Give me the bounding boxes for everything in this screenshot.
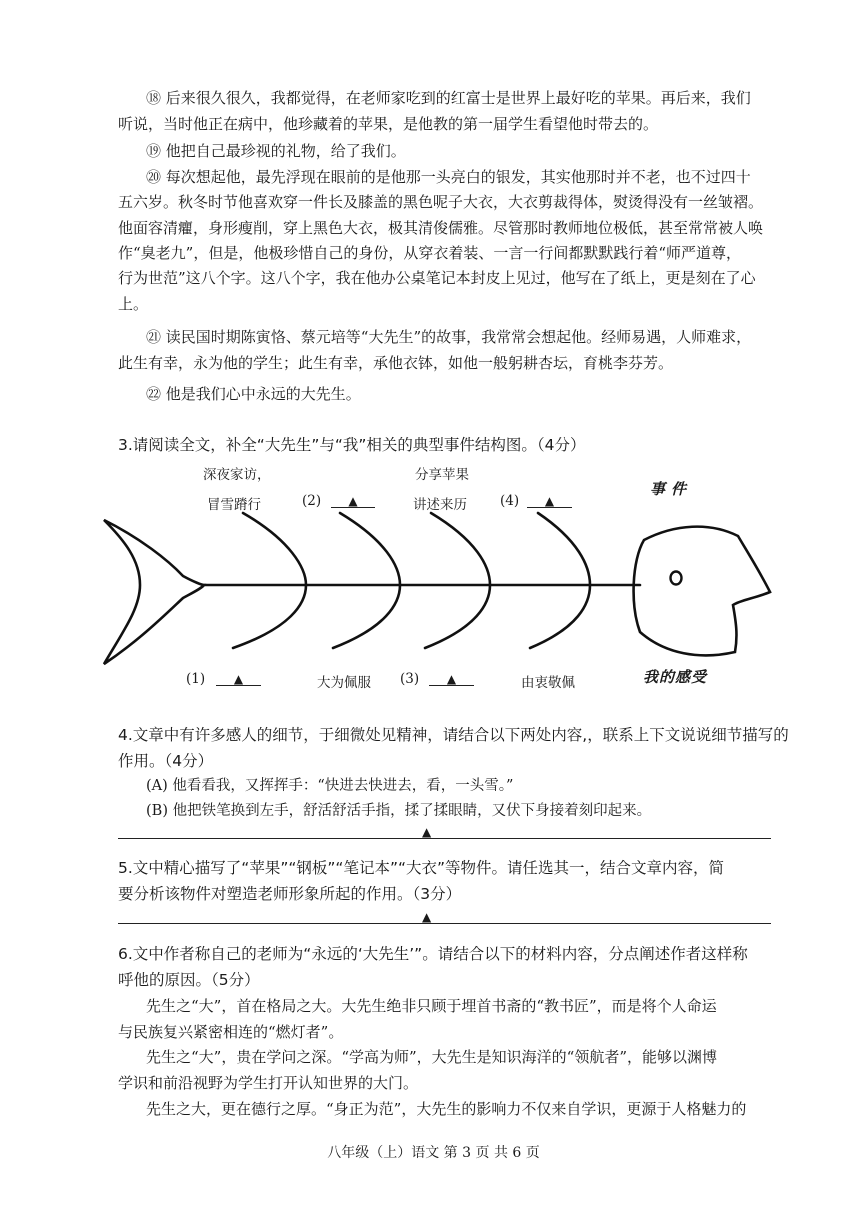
p18-line-1: ⑱ 后来很久很久，我都觉得，在老师家吃到的红富士是世界上最好吃的苹果。再后来，我们 bbox=[146, 89, 751, 107]
q6-prompt-line-1: 6.文中作者称自己的老师为“永远的‘大先生’”。请结合以下的材料内容，分点阐述作者这样称 bbox=[118, 945, 748, 963]
q3-prompt: 3.请阅读全文，补全“大先生”与“我”相关的典型事件结构图。（4分） bbox=[118, 436, 586, 454]
p19-line-1: ⑲ 他把自己最珍视的礼物，给了我们。 bbox=[146, 142, 406, 160]
p20-line-3: 他面容清癯，身形瘦削，穿上黑色大衣，极其清俊儒雅。尽管那时教师地位极低，甚至常常被人唤 bbox=[118, 219, 764, 237]
top-label-1a: 深夜家访， bbox=[203, 467, 271, 483]
q4-prompt-line-2: 作用。（4分） bbox=[118, 752, 214, 770]
q6-material-line-4: 学识和前沿视野为学生打开认知世界的大门。 bbox=[118, 1074, 419, 1092]
fish-tail bbox=[104, 520, 204, 664]
q5-prompt-line-2: 要分析该物件对塑造老师形象所起的作用。（3分） bbox=[118, 885, 462, 903]
p20-line-5: 行为世范”这八个字。这八个字，我在他办公桌笔记本封皮上见过，他写在了纸上，更是刻在了心 bbox=[118, 269, 756, 287]
q4-prompt-line-1: 4.文章中有许多感人的细节，于细微处见精神，请结合以下两处内容,，联系上下文说说细节描写的 bbox=[118, 726, 789, 744]
p20-line-2: 五六岁。秋冬时节他喜欢穿一件长及膝盖的黑色呢子大衣，大衣剪裁得体，熨烫得没有一丝皱褶。 bbox=[118, 193, 764, 211]
q6-material-line-5: 先生之大，更在德行之厚。“身正为范”，大先生的影响力不仅来自学识，更源于人格魅力的 bbox=[146, 1100, 747, 1118]
p21-line-1: ㉑ 读民国时期陈寅恪、蔡元培等“大先生”的故事，我常常会想起他。经师易遇，人师难求， bbox=[146, 328, 752, 346]
fish-head bbox=[634, 527, 770, 656]
bottom-blank-3-label: (3) bbox=[400, 671, 420, 687]
q4-answer-line[interactable] bbox=[118, 838, 771, 839]
p21-line-2: 此生有幸，永为他的学生；此生有幸，承他衣钵，如他一般躬耕杏坛，育桃李芬芳。 bbox=[118, 354, 674, 372]
q4-answer-mark: ▲ bbox=[422, 825, 432, 839]
top-blank-4[interactable]: ▲ bbox=[527, 495, 572, 508]
q5-prompt-line-1: 5.文中精心描写了“苹果”“钢板”“笔记本”“大衣”等物件。请任选其一，结合文章内容，简 bbox=[118, 859, 725, 877]
fish-eye bbox=[671, 572, 682, 585]
feelings-label: 我的感受 bbox=[643, 668, 708, 686]
fish-rib-1 bbox=[233, 513, 306, 648]
fish-rib-2 bbox=[333, 513, 400, 648]
fish-rib-4 bbox=[530, 513, 590, 648]
top-blank-4-label: (4) bbox=[500, 493, 520, 509]
q4-option-a: (A) 他看看我，又挥挥手：“快进去快进去，看，一头雪。” bbox=[146, 778, 514, 794]
top-label-3b: 讲述来历 bbox=[413, 497, 467, 513]
page-footer: 八年级（上）语文 第 3 页 共 6 页 bbox=[327, 1145, 540, 1161]
q6-material-line-3: 先生之“大”，贵在学问之深。“学高为师”，大先生是知识海洋的“领航者”，能够以渊博 bbox=[146, 1048, 718, 1066]
bottom-blank-3[interactable]: ▲ bbox=[429, 673, 474, 686]
bottom-label-2: 大为佩服 bbox=[317, 675, 371, 691]
top-blank-2[interactable]: ▲ bbox=[331, 495, 375, 508]
p20-line-4: 作“臭老九”，但是，他极珍惜自己的身份，从穿衣着装、一言一行间都默默践行着“师严道尊， bbox=[118, 244, 742, 262]
events-label: 事件 bbox=[650, 480, 693, 498]
q6-material-line-2: 与民族复兴紧密相连的“燃灯者”。 bbox=[118, 1023, 344, 1041]
p22-line-1: ㉒ 他是我们心中永远的大先生。 bbox=[146, 385, 361, 403]
top-label-3a: 分享苹果 bbox=[415, 467, 469, 483]
q5-answer-line[interactable] bbox=[118, 923, 771, 924]
fish-rib-3 bbox=[425, 513, 490, 648]
top-blank-2-label: (2) bbox=[302, 493, 322, 509]
q5-answer-mark: ▲ bbox=[422, 910, 432, 924]
q4-option-b: (B) 他把铁笔换到左手，舒活舒活手指，揉了揉眼睛，又伏下身接着刻印起来。 bbox=[146, 803, 652, 819]
p18-line-2: 听说，当时他正在病中，他珍藏着的苹果，是他教的第一届学生看望他时带去的。 bbox=[118, 115, 659, 133]
bottom-label-4: 由衷敬佩 bbox=[521, 675, 575, 691]
p20-line-6: 上。 bbox=[118, 295, 149, 313]
q6-prompt-line-2: 呼他的原因。（5分） bbox=[118, 971, 260, 989]
q6-material-line-1: 先生之“大”，首在格局之大。大先生绝非只顾于埋首书斋的“教书匠”，而是将个人命运 bbox=[146, 997, 717, 1015]
bottom-blank-1[interactable]: ▲ bbox=[216, 673, 261, 686]
top-label-1b: 冒雪蹐行 bbox=[207, 497, 261, 513]
p20-line-1: ⑳ 每次想起他，最先浮现在眼前的是他那一头亮白的银发，其实他那时并不老，也不过四十 bbox=[146, 168, 751, 186]
bottom-blank-1-label: (1) bbox=[186, 671, 206, 687]
